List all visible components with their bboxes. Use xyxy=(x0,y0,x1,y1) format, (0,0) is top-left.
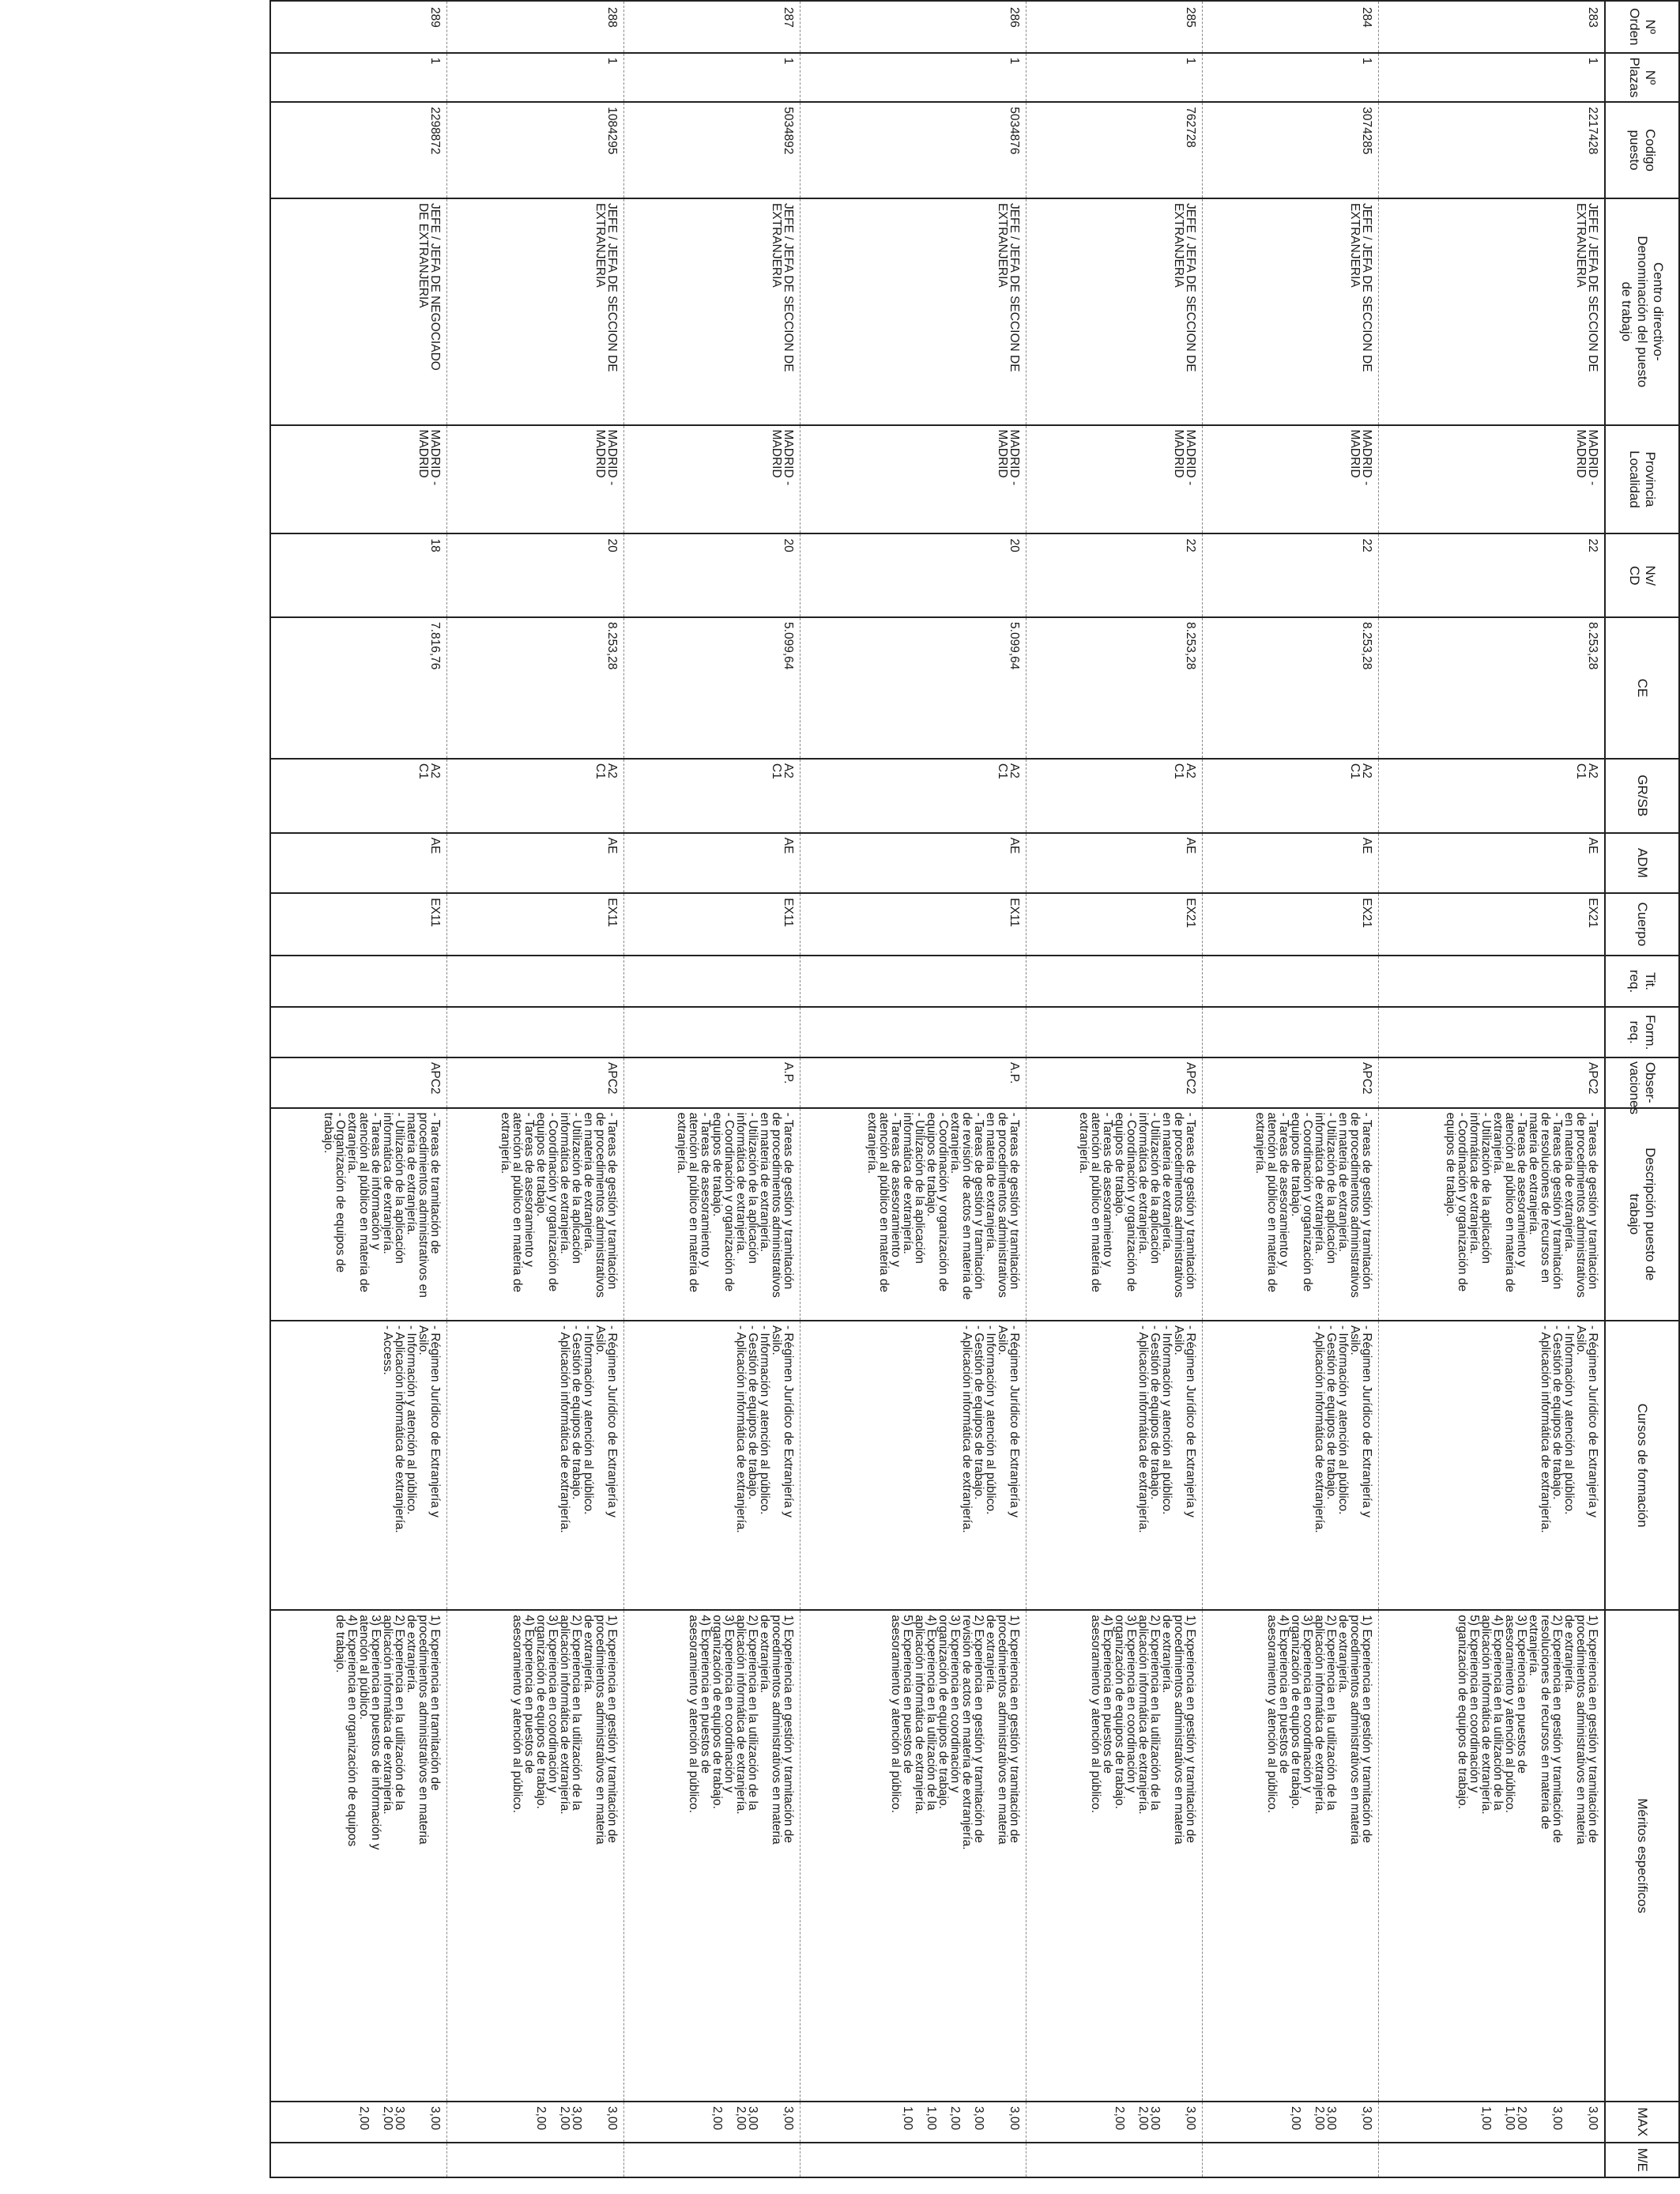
cell-descripcion: - Tareas de gestión y tramitación de procedimientos administrativos en materia de extranjería. - Utilización de la aplicación informática de extranjería. - Coordinación y organización de equipos de trabajo. - Tareas de asesoramiento y atención al público en materia de extranjería. xyxy=(623,1108,800,1321)
cell-plazas: 1 xyxy=(623,53,800,102)
cell-grupo: A2 C1 xyxy=(1202,759,1378,833)
header-localidad: Provincia Localidad xyxy=(1605,425,1679,534)
cell-observaciones: A.P. xyxy=(623,1057,800,1108)
header-ce: CE xyxy=(1605,617,1679,759)
cell-adm: AE xyxy=(447,833,623,894)
cell-orden: 283 xyxy=(1378,1,1605,53)
cell-me xyxy=(270,2143,447,2177)
cell-denominacion: JEFE / JEFA DE SECCION DE EXTRANJERIA xyxy=(800,198,1026,425)
cell-me xyxy=(447,2143,623,2177)
cell-max: 3,00 3,00 2,00 2,00 xyxy=(623,2102,800,2143)
cell-orden: 288 xyxy=(447,1,623,53)
cell-plazas: 1 xyxy=(1202,53,1378,102)
cell-cursos: - Régimen Jurídico de Extranjería y Asilo. - Información y atención al público. - Gestión de equipos de trabajo. - Aplicación informática de extranjería. xyxy=(800,1321,1026,1610)
header-observaciones: Obser- vaciones xyxy=(1605,1057,1679,1108)
header-me: M/E xyxy=(1605,2143,1679,2177)
cell-descripcion: - Tareas de gestión y tramitación de procedimientos administrativos en materia de extranjería. - Utilización de la aplicación informática de extranjería. - Coordinación y organización de equipos de trabajo. - Tareas de asesoramiento y atención al público en materia de extranjería. xyxy=(447,1108,623,1321)
cell-observaciones: APC2 xyxy=(447,1057,623,1108)
cell-orden: 289 xyxy=(270,1,447,53)
cell-grupo: A2 C1 xyxy=(623,759,800,833)
cell-me xyxy=(1202,2143,1378,2177)
header-codigo: Codigo puesto xyxy=(1605,102,1679,198)
cell-descripcion: - Tareas de gestión y tramitación de procedimientos administrativos en materia de extranjería. - Utilización de la aplicación informática de extranjería. - Coordinación y organización de equipos de trabajo. - Tareas de asesoramiento y atención al público en materia de extranjería. xyxy=(1202,1108,1378,1321)
cell-me xyxy=(800,2143,1026,2177)
cell-codigo: 1084295 xyxy=(447,102,623,198)
cell-plazas: 1 xyxy=(800,53,1026,102)
cell-denominacion: JEFE / JEFA DE SECCION DE EXTRANJERIA xyxy=(1378,198,1605,425)
cell-localidad: MADRID - MADRID xyxy=(800,425,1026,534)
cell-cuerpo: EX21 xyxy=(1378,893,1605,956)
cell-max: 3,00 3,00 2,00 1,00 1,00 xyxy=(800,2102,1026,2143)
cell-max: 3,00 3,00 2,00 1,00 1,00 xyxy=(1378,2102,1605,2143)
cell-cuerpo: EX11 xyxy=(447,893,623,956)
header-grupo: GR/SB xyxy=(1605,759,1679,833)
table-row xyxy=(1026,1,1202,2177)
cell-grupo: A2 C1 xyxy=(1026,759,1202,833)
header-denominacion: Centro directivo- Denominación del puesto de trabajo xyxy=(1605,198,1679,425)
cell-codigo: 2217428 xyxy=(1378,102,1605,198)
cell-adm: AE xyxy=(1026,833,1202,894)
cell-observaciones: APC2 xyxy=(1202,1057,1378,1108)
cell-localidad: MADRID - MADRID xyxy=(1202,425,1378,534)
cell-max: 3,00 3,00 2,00 2,00 xyxy=(1026,2102,1202,2143)
cell-grupo: A2 C1 xyxy=(270,759,447,833)
cell-formacion xyxy=(623,1007,800,1057)
cell-titulacion xyxy=(447,956,623,1008)
cell-max: 3,00 3,00 2,00 2,00 xyxy=(447,2102,623,2143)
cell-nivel: 20 xyxy=(447,533,623,617)
cell-plazas: 1 xyxy=(1026,53,1202,102)
cell-observaciones: APC2 xyxy=(1026,1057,1202,1108)
header-descripcion: Descripción puesto de trabajo xyxy=(1605,1108,1679,1321)
cell-cursos: - Régimen Jurídico de Extranjería y Asilo. - Información y atención al público. - Gestión de equipos de trabajo. - Aplicación informática de extranjería. xyxy=(1378,1321,1605,1610)
cell-localidad: MADRID - MADRID xyxy=(270,425,447,534)
cell-plazas: 1 xyxy=(447,53,623,102)
cell-grupo: A2 C1 xyxy=(447,759,623,833)
cell-denominacion: JEFE / JEFA DE SECCION DE EXTRANJERIA xyxy=(447,198,623,425)
header-plazas: Nº Plazas xyxy=(1605,53,1679,102)
cell-max: 3,00 3,00 2,00 2,00 xyxy=(270,2102,447,2143)
cell-denominacion: JEFE / JEFA DE SECCION DE EXTRANJERIA xyxy=(1202,198,1378,425)
cell-me xyxy=(1378,2143,1605,2177)
cell-descripcion: - Tareas de gestión y tramitación de procedimientos administrativos en materia de extranjería. - Tareas de gestión y tramitación de resoluciones de recursos en materia de extranjería. - Tareas de asesoramiento y atención al público en materia de extranjería. - Utilización de la aplicación informática de extranjería. - Coordinación y organización de equipos de trabajo. xyxy=(1378,1108,1605,1321)
header-nivel: Nv/ CD xyxy=(1605,533,1679,617)
cell-ce: 5.099,64 xyxy=(623,617,800,759)
cell-codigo: 5034876 xyxy=(800,102,1026,198)
cell-formacion xyxy=(270,1007,447,1057)
cell-formacion xyxy=(447,1007,623,1057)
cell-adm: AE xyxy=(800,833,1026,894)
cell-ce: 8.253,28 xyxy=(1378,617,1605,759)
puestos-table xyxy=(269,0,1680,2178)
cell-meritos: 1) Experiencia en tramitación de procedimientos administrativos en materia de extranjería. 2) Experiencia en la utilización de la aplicación informática de extranjería. 3) Experiencia en puestos de información y atención al público. 4) Experiencia en organización de equipos de trabajo. xyxy=(270,1610,447,2102)
cell-meritos: 1) Experiencia en gestión y tramitación de procedimientos administrativos en materia de extranjería. 2) Experiencia en la utilización de la aplicación informática de extranjería. 3) Experiencia en coordinación y organización de equipos de trabajo. 4) Experiencia en puestos de asesoramiento y atención al público. xyxy=(623,1610,800,2102)
cell-nivel: 20 xyxy=(623,533,800,617)
cell-cuerpo: EX11 xyxy=(623,893,800,956)
cell-titulacion xyxy=(1026,956,1202,1008)
header-titulacion: Tit. req. xyxy=(1605,956,1679,1008)
cell-formacion xyxy=(1378,1007,1605,1057)
cell-meritos: 1) Experiencia en gestión y tramitación de procedimientos administrativos en materia de extranjería. 2) Experiencia en la utilización de la aplicación informática de extranjería. 3) Experiencia en coordinación y organización de equipos de trabajo. 4) Experiencia en puestos de asesoramiento y atención al público. xyxy=(447,1610,623,2102)
cell-nivel: 20 xyxy=(800,533,1026,617)
cell-cursos: - Régimen Jurídico de Extranjería y Asilo. - Información y atención al público. - Gestión de equipos de trabajo. - Aplicación informática de extranjería. xyxy=(1026,1321,1202,1610)
header-meritos: Méritos específicos xyxy=(1605,1610,1679,2102)
cell-plazas: 1 xyxy=(270,53,447,102)
cell-denominacion: JEFE / JEFA DE SECCION DE EXTRANJERIA xyxy=(623,198,800,425)
cell-orden: 286 xyxy=(800,1,1026,53)
cell-nivel: 18 xyxy=(270,533,447,617)
cell-descripcion: - Tareas de tramitación de procedimientos administrativos en materia de extranjería. - Utilización de la aplicación informática de extranjería. - Tareas de información y atención al público en materia de extranjería. - Organización de equipos de trabajo. xyxy=(270,1108,447,1321)
header-orden: Nº Orden xyxy=(1605,1,1679,53)
cell-grupo: A2 C1 xyxy=(1378,759,1605,833)
cell-nivel: 22 xyxy=(1378,533,1605,617)
table-row xyxy=(1378,1,1605,2177)
cell-meritos: 1) Experiencia en gestión y tramitación de procedimientos administrativos en materia de extranjería. 2) Experiencia en gestión y tramitación de revisión de actos en materia de extranjería. 3) Experiencia en coordinación y organización de equipos de trabajo. 4) Experiencia en la utilización de la aplicación informática de extranjería. 5) Experiencia en puestos de asesoramiento y atención al público. xyxy=(800,1610,1026,2102)
cell-observaciones: APC2 xyxy=(270,1057,447,1108)
cell-observaciones: A.P. xyxy=(800,1057,1026,1108)
cell-ce: 7.816,76 xyxy=(270,617,447,759)
header-adm: ADM xyxy=(1605,833,1679,894)
cell-ce: 5.099,64 xyxy=(800,617,1026,759)
cell-formacion xyxy=(1026,1007,1202,1057)
table-row xyxy=(800,1,1026,2177)
cell-codigo: 5034892 xyxy=(623,102,800,198)
cell-localidad: MADRID - MADRID xyxy=(1378,425,1605,534)
cell-formacion xyxy=(800,1007,1026,1057)
cell-ce: 8.253,28 xyxy=(1202,617,1378,759)
cell-localidad: MADRID - MADRID xyxy=(623,425,800,534)
cell-orden: 285 xyxy=(1026,1,1202,53)
cell-grupo: A2 C1 xyxy=(800,759,1026,833)
cell-nivel: 22 xyxy=(1202,533,1378,617)
cell-observaciones: APC2 xyxy=(1378,1057,1605,1108)
cell-formacion xyxy=(1202,1007,1378,1057)
cell-denominacion: JEFE / JEFA DE SECCION DE EXTRANJERIA xyxy=(1026,198,1202,425)
header-cuerpo: Cuerpo xyxy=(1605,893,1679,956)
cell-cursos: - Régimen Jurídico de Extranjería y Asilo. - Información y atención al público. - Gestión de equipos de trabajo. - Aplicación informática de extranjería. xyxy=(1202,1321,1378,1610)
cell-orden: 287 xyxy=(623,1,800,53)
cell-ce: 8.253,28 xyxy=(447,617,623,759)
cell-meritos: 1) Experiencia en gestión y tramitación de procedimientos administrativos en materia de extranjería. 2) Experiencia en la utilización de la aplicación informática de extranjería. 3) Experiencia en coordinación y organización de equipos de trabajo. 4) Experiencia en puestos de asesoramiento y atención al público. xyxy=(1026,1610,1202,2102)
header-cursos: Cursos de formación xyxy=(1605,1321,1679,1610)
cell-cursos: - Régimen Jurídico de Extranjería y Asilo. - Información y atención al público. - Gestión de equipos de trabajo. - Aplicación informática de extranjería. xyxy=(447,1321,623,1610)
cell-orden: 284 xyxy=(1202,1,1378,53)
table-row xyxy=(270,1,447,2177)
table-row xyxy=(447,1,623,2177)
cell-adm: AE xyxy=(1202,833,1378,894)
cell-nivel: 22 xyxy=(1026,533,1202,617)
cell-meritos: 1) Experiencia en gestión y tramitación de procedimientos administrativos en materia de extranjería. 2) Experiencia en gestión y tramitación de resoluciones de recursos en materia de extranjería. 3) Experiencia en puestos de asesoramiento y atención al público. 4) Experiencia en la utilización de la aplicación informática de extranjería. 5) Experiencia en coordinación y organización de equipos de trabajo. xyxy=(1378,1610,1605,2102)
cell-adm: AE xyxy=(270,833,447,894)
cell-codigo: 2298872 xyxy=(270,102,447,198)
cell-adm: AE xyxy=(623,833,800,894)
table-body xyxy=(270,1,1605,2177)
cell-descripcion: - Tareas de gestión y tramitación de procedimientos administrativos en materia de extranjería. - Utilización de la aplicación informática de extranjería. - Coordinación y organización de equipos de trabajo. - Tareas de asesoramiento y atención al público en materia de extranjería. xyxy=(1026,1108,1202,1321)
cell-titulacion xyxy=(270,956,447,1008)
cell-me xyxy=(1026,2143,1202,2177)
table-row xyxy=(623,1,800,2177)
cell-ce: 8.253,28 xyxy=(1026,617,1202,759)
cell-descripcion: - Tareas de gestión y tramitación de procedimientos administrativos en materia de extranjería. - Tareas de gestión y tramitación de revisión de actos en materia de extranjería. - Coordinación y organización de equipos de trabajo. - Utilización de la aplicación informática de extranjería. - Tareas de asesoramiento y atención al público en materia de extranjería. xyxy=(800,1108,1026,1321)
cell-denominacion: JEFE / JEFA DE NEGOCIADO DE EXTRANJERIA xyxy=(270,198,447,425)
rotated-table-wrapper xyxy=(269,0,1680,2178)
header-formacion: Form. req. xyxy=(1605,1007,1679,1057)
cell-max: 3,00 3,00 2,00 2,00 xyxy=(1202,2102,1378,2143)
cell-localidad: MADRID - MADRID xyxy=(1026,425,1202,534)
header-max: MAX xyxy=(1605,2102,1679,2143)
cell-titulacion xyxy=(1378,956,1605,1008)
cell-meritos: 1) Experiencia en gestión y tramitación de procedimientos administrativos en materia de extranjería. 2) Experiencia en la utilización de la aplicación informática de extranjería. 3) Experiencia en coordinación y organización de equipos de trabajo. 4) Experiencia en puestos de asesoramiento y atención al público. xyxy=(1202,1610,1378,2102)
header-row xyxy=(1605,1,1679,2177)
cell-adm: AE xyxy=(1378,833,1605,894)
cell-cursos: - Régimen Jurídico de Extranjería y Asilo. - Información y atención al público. - Gestión de equipos de trabajo. - Aplicación informática de extranjería. xyxy=(623,1321,800,1610)
cell-plazas: 1 xyxy=(1378,53,1605,102)
table-row xyxy=(1202,1,1378,2177)
cell-titulacion xyxy=(1202,956,1378,1008)
cell-codigo: 3074285 xyxy=(1202,102,1378,198)
cell-cuerpo: EX21 xyxy=(1026,893,1202,956)
cell-cuerpo: EX11 xyxy=(270,893,447,956)
cell-cuerpo: EX21 xyxy=(1202,893,1378,956)
cell-cursos: - Régimen Jurídico de Extranjería y Asilo. - Información y atención al público. - Aplicación informática de extranjería. - Access. xyxy=(270,1321,447,1610)
cell-codigo: 762728 xyxy=(1026,102,1202,198)
cell-titulacion xyxy=(800,956,1026,1008)
cell-titulacion xyxy=(623,956,800,1008)
cell-localidad: MADRID - MADRID xyxy=(447,425,623,534)
cell-cuerpo: EX11 xyxy=(800,893,1026,956)
cell-me xyxy=(623,2143,800,2177)
